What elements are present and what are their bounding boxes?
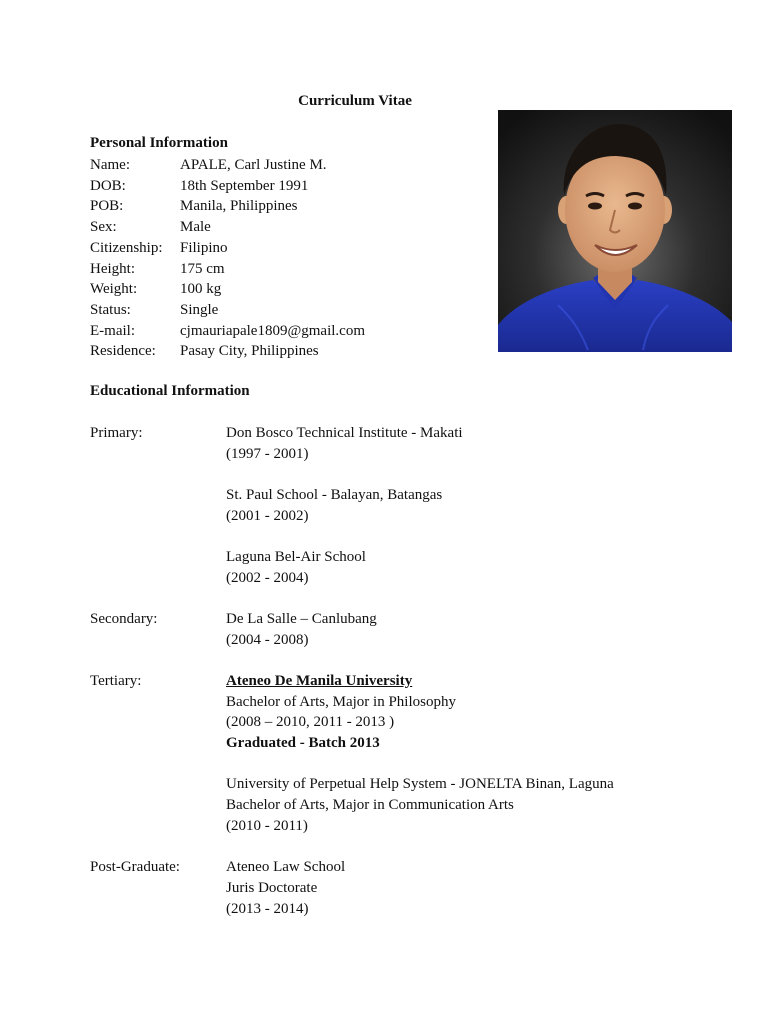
tertiary-school-secondary: University of Perpetual Help System - JONELTA Binan, Laguna — [226, 776, 614, 792]
tertiary-school-primary: Ateneo De Manila University — [226, 673, 413, 689]
field-value: 175 cm — [180, 260, 225, 277]
primary-school: St. Paul School - Balayan, Batangas — [226, 487, 443, 503]
primary-years: (1997 - 2001) — [226, 446, 309, 462]
field-label: Height: — [90, 260, 135, 277]
field-label: POB: — [90, 198, 124, 215]
field-label: Weight: — [90, 281, 138, 298]
tertiary-years: (2010 - 2011) — [226, 818, 308, 834]
postgraduate-degree: Juris Doctorate — [226, 880, 318, 896]
email-link[interactable]: cjmauriapale1809@gmail.com — [180, 322, 366, 339]
field-label: Name: — [90, 157, 130, 173]
postgraduate-label: Post-Graduate: — [90, 859, 180, 875]
graduation-note: Graduated - Batch 2013 — [226, 735, 380, 751]
field-value: Filipino — [180, 239, 228, 256]
field-value: APALE, Carl Justine M. — [180, 157, 327, 173]
profile-photo — [498, 110, 732, 352]
field-value: 100 kg — [180, 281, 222, 298]
primary-school: Laguna Bel-Air School — [226, 549, 366, 565]
secondary-label: Secondary: — [90, 611, 158, 627]
portrait-illustration — [498, 110, 732, 352]
field-label: Residence: — [90, 343, 156, 360]
field-label: DOB: — [90, 177, 126, 194]
postgraduate-school: Ateneo Law School — [226, 859, 346, 875]
field-label: E-mail: — [90, 322, 135, 339]
postgraduate-years: (2013 - 2014) — [226, 901, 309, 917]
secondary-school: De La Salle – Canlubang — [226, 611, 377, 627]
field-label: Sex: — [90, 219, 117, 236]
primary-years: (2001 - 2002) — [226, 508, 309, 524]
tertiary-degree: Bachelor of Arts, Major in Communication Arts — [226, 797, 514, 813]
field-value: 18th September 1991 — [180, 177, 309, 194]
field-label: Status: — [90, 301, 131, 318]
field-value: Pasay City, Philippines — [180, 343, 319, 360]
tertiary-years: (2008 – 2010, 2011 - 2013 ) — [226, 714, 395, 730]
document-title: Curriculum Vitae — [298, 93, 412, 109]
field-value: Single — [180, 301, 219, 318]
primary-label: Primary: — [90, 425, 143, 441]
education-heading: Educational Information — [90, 383, 250, 399]
field-value: Manila, Philippines — [180, 198, 298, 215]
primary-school: Don Bosco Technical Institute - Makati — [226, 425, 463, 441]
tertiary-degree: Bachelor of Arts, Major in Philosophy — [226, 694, 456, 710]
primary-years: (2002 - 2004) — [226, 570, 309, 586]
field-label: Citizenship: — [90, 239, 163, 256]
field-value: Male — [180, 219, 211, 236]
tertiary-label: Tertiary: — [90, 673, 142, 689]
personal-info-heading: Personal Information — [90, 135, 228, 151]
secondary-years: (2004 - 2008) — [226, 632, 309, 648]
